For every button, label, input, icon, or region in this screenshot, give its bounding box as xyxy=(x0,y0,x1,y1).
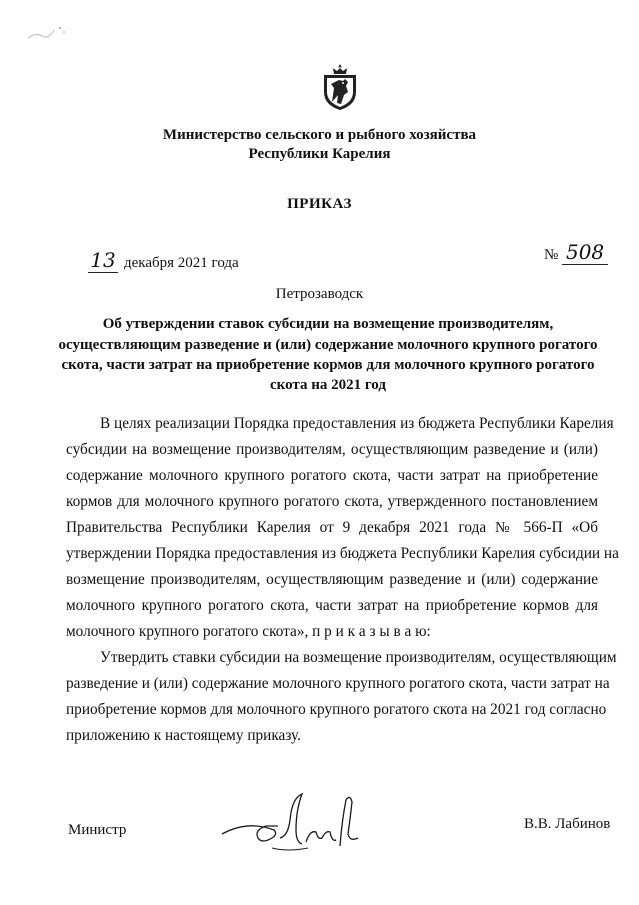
p1-line-9: молочного крупного рогатого скота», п р и к а з ы в а ю: xyxy=(66,623,431,640)
document-type: ПРИКАЗ xyxy=(287,196,352,212)
title-line-4: скота на 2021 год xyxy=(270,377,386,393)
p2-line-3: приобретение кормов для молочного крупного рогатого скота на 2021 год согласно xyxy=(66,701,607,718)
karelia-coat-of-arms-icon xyxy=(319,62,361,112)
title-line-1: Об утверждении ставок субсидии на возмещение производителям, xyxy=(102,316,554,332)
number-prefix: № xyxy=(544,247,559,263)
p2-line-1: Утвердить ставки субсидии на возмещение производителям, осуществляющим xyxy=(100,649,617,666)
p1-line-1: В целях реализации Порядка предоставления из бюджета Республики Карелия xyxy=(100,415,614,432)
ministry-name-line1: Министерство сельского и рыбного хозяйства xyxy=(162,127,477,143)
p1-line-5: Правительства Республики Карелия от 9 декабря 2021 года № 566-П «Об xyxy=(66,519,598,536)
p1-line-3: содержание молочного крупного рогатого скота, части затрат на приобретение xyxy=(66,467,598,484)
handwritten-signature xyxy=(218,790,378,860)
document-number xyxy=(544,240,608,265)
title-line-2: осуществляющим разведение и (или) содержание молочного крупного рогатого xyxy=(58,337,598,353)
p1-line-7: возмещение производителям, осуществляющим разведение и (или) содержание xyxy=(66,571,598,588)
signatory-name: В.В. Лабинов xyxy=(524,816,611,832)
document-city: Петрозаводск xyxy=(275,286,364,302)
title-line-3: скота, части затрат на приобретение кормов для молочного крупного рогатого xyxy=(61,357,595,373)
date-rest: декабря 2021 года xyxy=(124,255,239,271)
signatory-position: Министр xyxy=(68,822,127,838)
p2-line-2: разведение и (или) содержание молочного крупного рогатого скота, части затрат на xyxy=(66,675,610,692)
p1-line-4: кормов для молочного крупного рогатого скота, утвержденного постановлением xyxy=(66,493,598,510)
number-field xyxy=(562,240,608,265)
scan-artifact xyxy=(18,18,78,48)
date-day-handwritten: 13 xyxy=(90,248,116,272)
p1-line-8: молочного крупного рогатого скота, части затрат на приобретение кормов для xyxy=(66,597,598,614)
p2-line-4: приложению к настоящему приказу. xyxy=(66,727,301,744)
p1-line-6: утверждении Порядка предоставления из бюджета Республики Карелия субсидии на xyxy=(66,545,619,562)
p1-line-2: субсидии на возмещение производителям, осуществляющим разведение и (или) xyxy=(66,441,598,458)
ministry-name-line2: Республики Карелия xyxy=(248,146,391,162)
date-day-field xyxy=(88,248,118,273)
number-handwritten: 508 xyxy=(565,240,605,264)
document-date xyxy=(88,248,239,273)
